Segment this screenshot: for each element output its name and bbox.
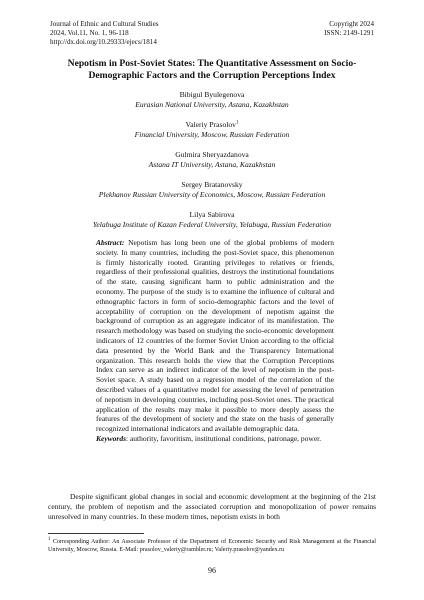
abstract-block [96,238,334,444]
author-name: Lilya Sabirova [189,210,235,219]
author-entry [40,210,384,230]
author-footnote-mark[interactable]: 1 [235,120,239,126]
author-affiliation: Astana IT University, Astana, Kazakhstan [148,160,276,169]
page-number: 96 [208,566,216,575]
author-list [40,90,384,240]
author-affiliation: Eurasian National University, Astana, Kazakhstan [135,100,289,109]
author-name: Valeriy Prasolov [185,120,236,129]
author-entry [40,90,384,110]
paper-title: Nepotism in Post-Soviet States: The Quantitative Assessment on Socio-Demographic Factors and the Corruption Perceptions Index [67,58,357,81]
author-entry [40,180,384,200]
body-paragraph: Despite significant global changes in social and economic development at the beginning of the 21st century, the problem of nepotism and the associated corruption and monopolization of power remains unresolved in many countries. In these modern times, nepotism exists in both [48,492,376,521]
author-affiliation: Plekhanov Russian University of Economics, Moscow, Russian Federation [98,190,326,199]
author-affiliation: Yelabuga Institute of Kazan Federal University, Yelabuga, Russian Federation [92,220,332,229]
footnote [48,538,376,554]
author-name: Gulmira Sheryazdanova [175,150,249,159]
footnote-divider [48,533,144,534]
footnote-text: Corresponding Author: An Associate Professor of the Department of Economic Security and Risk Management at the Financial University, Moscow, Russia. E-Mail: prasolov_valeriy@rambler.ru; Valeriy.prasolov@yandex.ru [48,539,376,553]
author-entry [40,120,384,140]
abstract-label: Abstract: [96,238,125,247]
author-affiliation: Financial University, Moscow, Russian Federation [134,130,290,139]
header-right [324,20,374,38]
copyright: Copyright 2024 [329,20,374,28]
journal-doi[interactable]: http://dx.doi.org/10.29333/ejecs/1814 [50,38,157,46]
keywords-text: : authority, favoritism, institutional conditions, patronage, power. [126,433,322,443]
author-name: Bibigul Byulegenova [179,90,245,99]
footnote-marker: 1 [48,536,51,542]
header-left [50,20,159,47]
abstract-text: Nepotism has long been one of the global problems of modern society. In many countries, including the post-Soviet space, this phenomenon is firmly historically rooted. Granting privileges to relatives or friends, regardless of their professional qualities, destroys the institutional foundations of the state, causing significant harm to public administration and the economy. The purpose of the study is to examine the influence of cultural and ethnographic factors in form of socio-demographic factors and the level of acceptability of corruption on the development of nepotism against the background of corruption as an aggregate indicator of its manifestation. The research methodology was based on studying the socio-economic development indicators of 12 countries of the former Soviet Union according to the official data presented by the World Bank and the Transparency International organization. This research holds the view that the Corruption Perceptions Index can serve as an indirect indicator of the level of nepotism in the post-Soviet space. A study based on a regression model of the correlation of the described values of a quantitative model for assessing the level of penetration of nepotism in developing countries, including post-Soviet ones. The practical application of the results may make it possible to more deeply assess the features of the development of society and the state on the basis of generally recognized international indicators and available demographic data. [96,238,335,434]
author-name: Sergey Bratanovsky [181,180,243,189]
keywords-paragraph [96,434,334,444]
abstract-paragraph [96,238,334,434]
journal-name: Journal of Ethnic and Cultural Studies [50,20,159,28]
author-entry [40,150,384,170]
keywords-label: Keywords [96,433,126,443]
issn: ISSN: 2149-1291 [324,29,374,37]
journal-volume: 2024, Vol.11, No. 1, 96-118 [50,29,129,37]
